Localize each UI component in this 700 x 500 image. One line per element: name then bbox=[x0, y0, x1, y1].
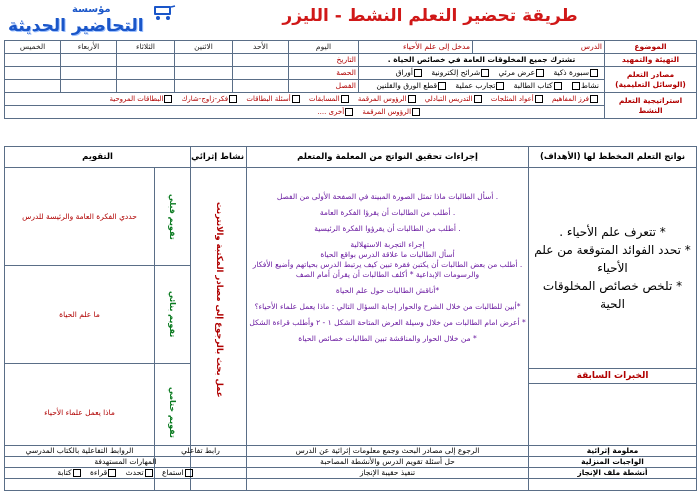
prior-experience-label: الخبرات السابقة bbox=[529, 368, 696, 384]
activity-cell bbox=[191, 168, 247, 491]
day-label: اليوم bbox=[289, 41, 359, 54]
session-label: الحصة bbox=[289, 67, 359, 80]
day-sun: الأحد bbox=[233, 41, 289, 54]
checkbox[interactable] bbox=[108, 469, 116, 477]
evaluation-item: حددي الفكرة العامة والرئيسة للدرس bbox=[5, 168, 154, 266]
unit-label: مدخل إلى علم الأحياء bbox=[359, 41, 473, 54]
checkbox[interactable] bbox=[536, 69, 544, 77]
skills-label: المهارات المستهدفة bbox=[5, 457, 247, 468]
checkbox[interactable] bbox=[496, 82, 504, 90]
checkbox[interactable] bbox=[164, 95, 172, 103]
homework-label: الواجبات المنزلية bbox=[529, 457, 697, 468]
checkbox[interactable] bbox=[414, 69, 422, 77]
strategies-row-2: الرؤوس المرقمة أخرى .... bbox=[5, 106, 605, 119]
procedures-cell bbox=[247, 168, 529, 491]
lesson-main-table bbox=[4, 146, 697, 491]
cart-icon bbox=[152, 5, 176, 21]
logo-name: التحاضير الحديثة bbox=[8, 16, 144, 36]
enrichment-label: معلومة إثرائية bbox=[529, 446, 697, 457]
procedure-step: . أطلب من الطالبات أن يقرؤا الفكرة العامة bbox=[319, 208, 456, 217]
checkbox[interactable] bbox=[412, 108, 420, 116]
checkbox[interactable] bbox=[345, 108, 353, 116]
procedure-step: . أطلب من الطالبات أن يقرؤوا الفكرة الرئيسية bbox=[314, 224, 461, 233]
page-title: طريقة تحضير التعلم النشط - الليزر bbox=[282, 6, 578, 26]
outcome-item: * تتعرف علم الأحياء . bbox=[559, 225, 666, 239]
outcome-item: * تلخص خصائص المخلوقات الحية bbox=[542, 279, 683, 311]
outcome-item: * تحدد الفوائد المتوقعة من علم الأحياء bbox=[534, 243, 691, 275]
checkbox[interactable] bbox=[185, 469, 193, 477]
evaluation-header: التقويم bbox=[5, 147, 191, 168]
logo bbox=[4, 4, 180, 40]
day-tue: الثلاثاء bbox=[117, 41, 175, 54]
resources-label: مصادر التعلم (الوسائل التعليمية) bbox=[605, 67, 697, 93]
procedure-step: . أطلب من بعض الطالبات أن يكتبن فقرة تبين كيف يرتبط الدرس بحياتهم وأضيع الأفكار والرسومات الإبداعية * أكلف الطالبات أن يقرأن أمام الصف bbox=[252, 260, 523, 279]
activity-text: عمل بحث بالرجوع إلى مصادر المكتبة والانترنت bbox=[214, 202, 225, 398]
evaluation-item: ماذا يعمل علماء الأحياء bbox=[44, 408, 115, 417]
checkbox[interactable] bbox=[481, 69, 489, 77]
date-label: التاريخ bbox=[289, 54, 359, 67]
day-wed: الأربعاء bbox=[61, 41, 117, 54]
evaluation-types-cell bbox=[155, 168, 191, 491]
procedure-step: * من خلال الحوار والمناقشة تبين الطالبات خصائص الحياة bbox=[298, 334, 477, 343]
outcomes-cell bbox=[529, 168, 697, 491]
strategy-label: استراتيجية التعلم النشط bbox=[605, 93, 697, 119]
evaluation-type: تقويم قبلي bbox=[168, 193, 178, 240]
checkbox[interactable] bbox=[535, 95, 543, 103]
logo-org: مؤسسة bbox=[72, 4, 111, 15]
evaluation-item: ما علم الحياة bbox=[5, 266, 154, 364]
activity-header: نشاط إثرائي bbox=[191, 147, 247, 168]
portfolio-text: تنفيذ حقيبة الإنجاز bbox=[247, 468, 529, 479]
procedure-step: *أناقش الطالبات حول علم الحياة bbox=[335, 286, 440, 295]
procedure-step: . أسأل الطالبات ماذا تمثل الصورة المبينة في الصفحة الأولى من الفصل bbox=[276, 192, 499, 201]
homework-text: حل أسئلة تقويم الدرس والأنشطة المصاحبة bbox=[247, 457, 529, 468]
skills-options: استماع تحدث قراءة كتابة bbox=[5, 468, 247, 479]
day-thu: الخميس bbox=[5, 41, 61, 54]
interactive-label: رابط تفاعلي bbox=[155, 446, 247, 457]
outcomes-header: نواتج التعلم المخطط لها (الأهداف) bbox=[529, 147, 697, 168]
checkbox[interactable] bbox=[229, 95, 237, 103]
interactive-text[interactable]: الروابط التفاعلية بالكتاب المدرسي bbox=[5, 446, 155, 457]
bottom-table bbox=[4, 445, 697, 479]
checkbox[interactable] bbox=[572, 82, 580, 90]
day-mon: الاثنين bbox=[175, 41, 233, 54]
intro-text: تشترك جميع المخلوقات العامة في خصائص الحياة . bbox=[359, 54, 605, 67]
procedure-step: * أعرض امام الطالبات من خلال وسيلة العرض المتاحة الشكل ١ - ٢ وأطلب قراءة الشكل bbox=[249, 318, 526, 327]
checkbox[interactable] bbox=[474, 95, 482, 103]
enrichment-text: الرجوع إلى مصادر البحث وجمع معلومات إثرائية عن الدرس bbox=[247, 446, 529, 457]
lesson-info-table bbox=[4, 40, 697, 119]
evaluation-type: تقويم بنائي bbox=[168, 291, 178, 338]
procedures-header: إجراءات تحقيق النواتج من المعلمة والمتعلم bbox=[247, 147, 529, 168]
checkbox[interactable] bbox=[73, 469, 81, 477]
checkbox[interactable] bbox=[590, 95, 598, 103]
resources-row-1: سبورة ذكية عرض مرئي شرائح إلكترونية أوراق bbox=[359, 67, 605, 80]
resources-row-2: نشاط كتاب الطالبة تجارب عملية قطع الورق والقلنين bbox=[359, 80, 605, 93]
intro-label: التهيئة والتمهيد bbox=[605, 54, 697, 67]
evaluation-items-cell bbox=[5, 168, 155, 491]
checkbox[interactable] bbox=[554, 82, 562, 90]
checkbox[interactable] bbox=[341, 95, 349, 103]
portfolio-label: أنشطة ملف الإنجاز bbox=[529, 468, 697, 479]
checkbox[interactable] bbox=[292, 95, 300, 103]
lesson-label: الدرس bbox=[473, 41, 605, 54]
checkbox[interactable] bbox=[590, 69, 598, 77]
topic-label: الموضوع bbox=[605, 41, 697, 54]
checkbox[interactable] bbox=[408, 95, 416, 103]
strategies-row-1: فرز المفاهيم أعواد المثلجات التدريس التبادلي الرؤوس المرقمة المسابقات أسئلة البطاقات فكر-زاوج-شارك البطاقات المروحية bbox=[5, 93, 605, 106]
evaluation-type: تقويم ختامي bbox=[168, 387, 178, 438]
checkbox[interactable] bbox=[438, 82, 446, 90]
class-label: الفصل bbox=[289, 80, 359, 93]
procedure-step: إجراء التجربة الاستهلالية bbox=[350, 240, 425, 249]
checkbox[interactable] bbox=[145, 469, 153, 477]
procedure-step: أسأل الطالبات ما علاقة الدرس بواقع الحياة bbox=[320, 250, 455, 259]
procedure-step: *أبين للطالبات من خلال الشرح والحوار إجابة السؤال التالي : ماذا يعمل علماء الأحياء؟ bbox=[254, 302, 521, 311]
